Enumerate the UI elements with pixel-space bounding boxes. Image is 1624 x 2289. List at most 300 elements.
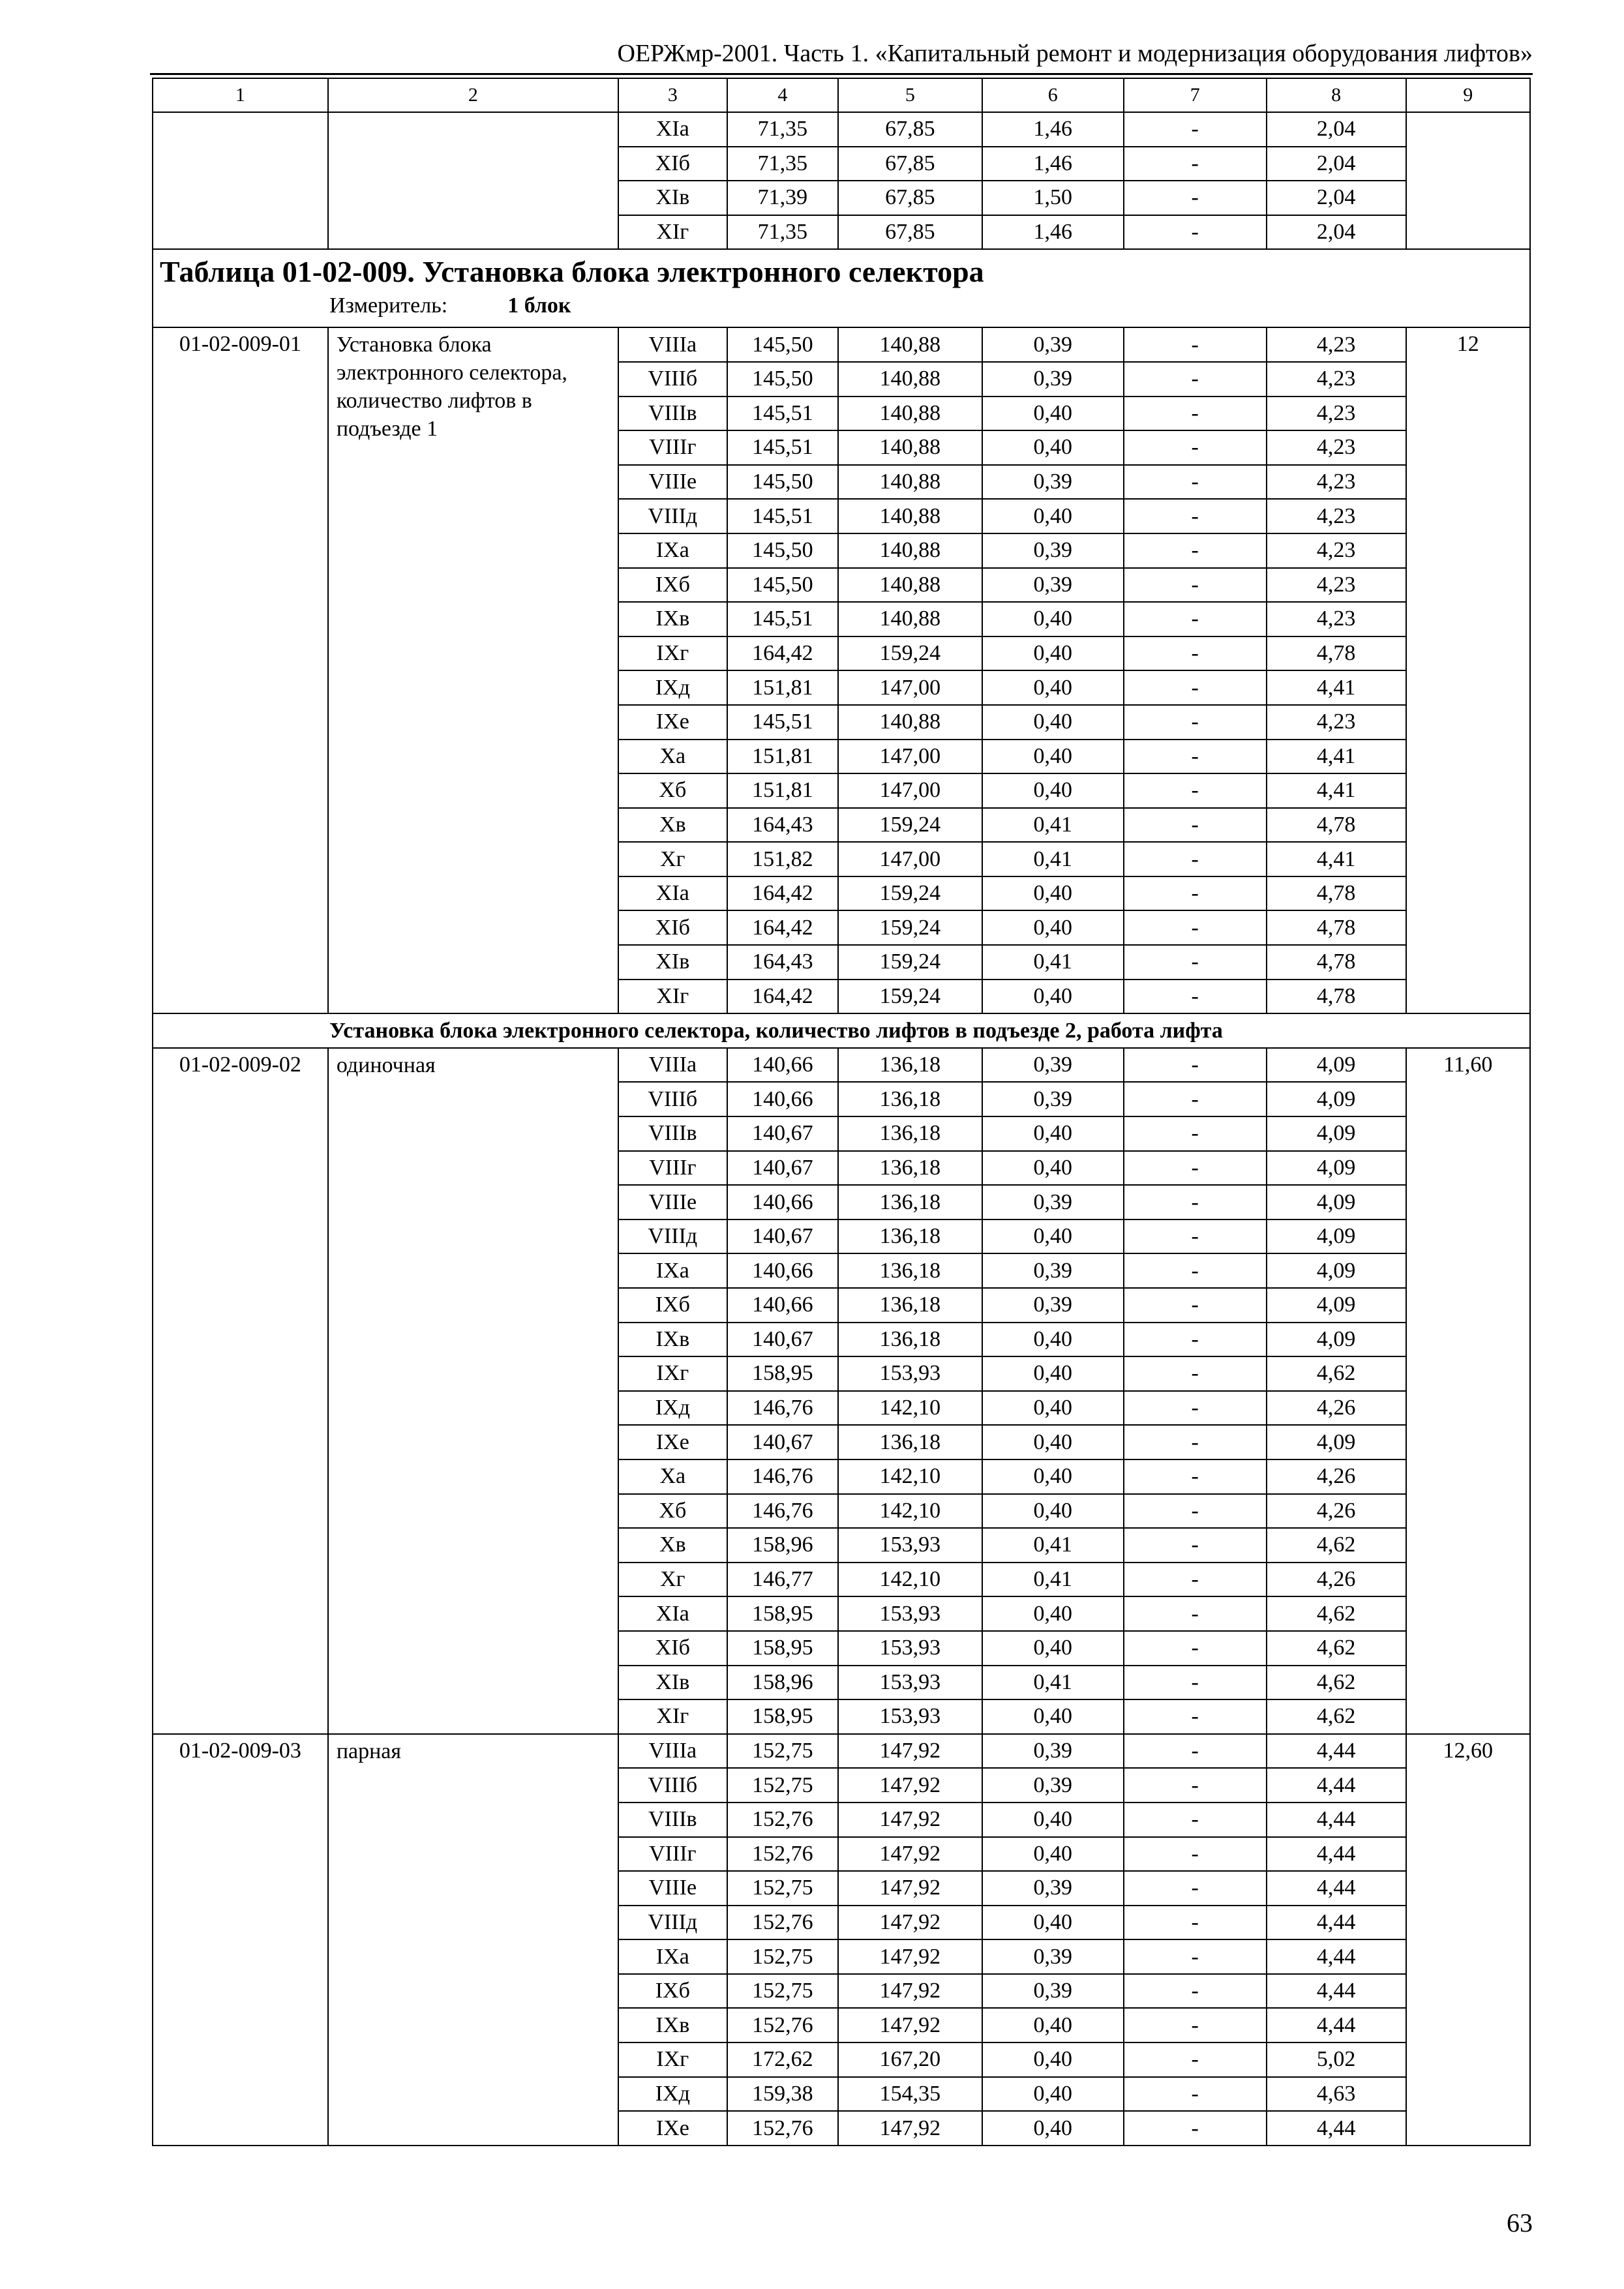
value-cell: 0,41	[982, 945, 1124, 980]
value-cell: VIIIе	[618, 1185, 727, 1219]
value-cell: 0,40	[982, 1699, 1124, 1734]
value-cell: -	[1124, 1356, 1267, 1391]
value-cell: -	[1124, 1871, 1267, 1906]
value-cell: -	[1124, 1219, 1267, 1254]
value-cell: 152,76	[727, 2008, 838, 2042]
value-cell: 153,93	[838, 1528, 982, 1563]
value-cell: 140,88	[838, 430, 982, 465]
value-cell: 4,44	[1267, 1803, 1406, 1837]
value-cell: XIа	[618, 1596, 727, 1631]
value-cell: 164,42	[727, 910, 838, 945]
value-cell: 140,66	[727, 1253, 838, 1288]
value-cell: 4,44	[1267, 1871, 1406, 1906]
value-cell: -	[1124, 1803, 1267, 1837]
value-cell: XIг	[618, 215, 727, 250]
value-cell: Xг	[618, 842, 727, 876]
value-cell: IXб	[618, 1974, 727, 2009]
value-cell: VIIIг	[618, 1837, 727, 1872]
value-cell: 145,51	[727, 430, 838, 465]
value-cell: VIIIа	[618, 1048, 727, 1083]
column-number: 9	[1406, 78, 1530, 112]
value-cell: IXг	[618, 2042, 727, 2077]
value-cell: 67,85	[838, 112, 982, 147]
value-cell: 140,67	[727, 1219, 838, 1254]
col9-cell: 12,60	[1406, 1734, 1530, 2146]
value-cell: 0,39	[982, 1768, 1124, 1803]
value-cell: 4,44	[1267, 2111, 1406, 2146]
value-cell: 4,09	[1267, 1116, 1406, 1151]
value-cell: 140,66	[727, 1185, 838, 1219]
value-cell: -	[1124, 1116, 1267, 1151]
value-cell: 4,09	[1267, 1323, 1406, 1357]
value-cell: 152,75	[727, 1974, 838, 2009]
value-cell: 0,40	[982, 1596, 1124, 1631]
meter-label: Измеритель:	[329, 293, 448, 318]
value-cell: 0,40	[982, 1391, 1124, 1426]
value-cell: 145,51	[727, 499, 838, 533]
value-cell: -	[1124, 112, 1267, 147]
norms-table	[152, 78, 1531, 2146]
value-cell: 1,46	[982, 112, 1124, 147]
value-cell: 0,40	[982, 1803, 1124, 1837]
column-number: 8	[1267, 78, 1406, 112]
table-title: Таблица 01-02-009. Установка блока электронного селектора	[160, 255, 984, 289]
value-cell: 4,44	[1267, 1768, 1406, 1803]
value-cell: 136,18	[838, 1116, 982, 1151]
value-cell: 152,76	[727, 1837, 838, 1872]
value-cell: 140,67	[727, 1151, 838, 1186]
value-cell: 146,76	[727, 1391, 838, 1426]
value-cell: 158,95	[727, 1356, 838, 1391]
col9-cell	[1406, 112, 1530, 249]
value-cell: 4,23	[1267, 568, 1406, 603]
value-cell: IXа	[618, 1253, 727, 1288]
value-cell: 4,09	[1267, 1288, 1406, 1323]
value-cell: 140,67	[727, 1116, 838, 1151]
value-cell: VIIIа	[618, 327, 727, 362]
value-cell: -	[1124, 430, 1267, 465]
value-cell: -	[1124, 876, 1267, 911]
value-cell: 147,92	[838, 1871, 982, 1906]
value-cell: -	[1124, 499, 1267, 533]
group-header: Установка блока электронного селектора, количество лифтов в подъезде 2, работа лифта	[153, 1013, 1530, 1048]
value-cell: 146,76	[727, 1494, 838, 1529]
value-cell: 0,40	[982, 1837, 1124, 1872]
value-cell: 67,85	[838, 215, 982, 250]
value-cell: 152,76	[727, 2111, 838, 2146]
value-cell: 0,40	[982, 740, 1124, 774]
value-cell: Xв	[618, 808, 727, 843]
value-cell: -	[1124, 181, 1267, 215]
value-cell: IXв	[618, 602, 727, 636]
value-cell: 147,00	[838, 740, 982, 774]
value-cell: 140,88	[838, 568, 982, 603]
value-cell: 4,63	[1267, 2077, 1406, 2112]
value-cell: 0,40	[982, 670, 1124, 705]
value-cell: -	[1124, 1666, 1267, 1700]
value-cell: -	[1124, 705, 1267, 740]
value-cell: 4,41	[1267, 670, 1406, 705]
value-cell: 142,10	[838, 1494, 982, 1529]
value-cell: -	[1124, 1323, 1267, 1357]
value-cell: 147,92	[838, 1837, 982, 1872]
value-cell: 0,39	[982, 1082, 1124, 1116]
table-row	[153, 1048, 1530, 1083]
value-cell: 5,02	[1267, 2042, 1406, 2077]
value-cell: -	[1124, 2008, 1267, 2042]
value-cell: 151,81	[727, 670, 838, 705]
value-cell: 147,92	[838, 1734, 982, 1769]
value-cell: 4,44	[1267, 1939, 1406, 1974]
value-cell: VIIIе	[618, 465, 727, 500]
value-cell: VIIIд	[618, 1219, 727, 1254]
value-cell: 0,39	[982, 1288, 1124, 1323]
value-cell: 140,66	[727, 1048, 838, 1083]
value-cell: 136,18	[838, 1288, 982, 1323]
col9-cell: 11,60	[1406, 1048, 1530, 1734]
group-header-row	[153, 1013, 1530, 1048]
column-number: 5	[838, 78, 982, 112]
value-cell: 147,92	[838, 2008, 982, 2042]
value-cell: 158,95	[727, 1596, 838, 1631]
value-cell: 0,40	[982, 430, 1124, 465]
value-cell: 147,92	[838, 1906, 982, 1940]
value-cell: -	[1124, 1151, 1267, 1186]
name-cell: Установка блока электронного селектора, количество лифтов в подъезде 1	[328, 327, 618, 1013]
value-cell: 152,75	[727, 1871, 838, 1906]
value-cell: 4,62	[1267, 1631, 1406, 1666]
value-cell: Xб	[618, 773, 727, 808]
value-cell: -	[1124, 1528, 1267, 1563]
value-cell: 0,39	[982, 1939, 1124, 1974]
value-cell: IXг	[618, 636, 727, 671]
value-cell: 140,66	[727, 1288, 838, 1323]
value-cell: 4,26	[1267, 1391, 1406, 1426]
value-cell: 67,85	[838, 181, 982, 215]
value-cell: -	[1124, 842, 1267, 876]
value-cell: 0,41	[982, 808, 1124, 843]
meter-line	[153, 290, 1529, 322]
value-cell: 4,23	[1267, 327, 1406, 362]
value-cell: Xг	[618, 1563, 727, 1597]
value-cell: 0,40	[982, 705, 1124, 740]
value-cell: 4,78	[1267, 636, 1406, 671]
value-cell: 140,67	[727, 1425, 838, 1459]
value-cell: -	[1124, 2042, 1267, 2077]
value-cell: 153,93	[838, 1699, 982, 1734]
value-cell: 4,78	[1267, 910, 1406, 945]
value-cell: -	[1124, 1734, 1267, 1769]
value-cell: 147,92	[838, 1939, 982, 1974]
table-title-row	[153, 249, 1530, 327]
value-cell: 152,76	[727, 1906, 838, 1940]
value-cell: -	[1124, 773, 1267, 808]
value-cell: 0,41	[982, 1528, 1124, 1563]
value-cell: 147,92	[838, 2111, 982, 2146]
value-cell: 152,76	[727, 1803, 838, 1837]
value-cell: 140,88	[838, 362, 982, 396]
value-cell: -	[1124, 1563, 1267, 1597]
value-cell: 4,26	[1267, 1459, 1406, 1494]
value-cell: 0,40	[982, 602, 1124, 636]
value-cell: -	[1124, 1906, 1267, 1940]
value-cell: 0,40	[982, 1219, 1124, 1254]
value-cell: XIг	[618, 980, 727, 1014]
value-cell: 158,96	[727, 1666, 838, 1700]
value-cell: 0,40	[982, 2077, 1124, 2112]
value-cell: 71,35	[727, 215, 838, 250]
code-cell: 01-02-009-01	[153, 327, 328, 1013]
value-cell: VIIIв	[618, 1116, 727, 1151]
value-cell: IXв	[618, 1323, 727, 1357]
value-cell: 4,23	[1267, 396, 1406, 431]
value-cell: -	[1124, 1974, 1267, 2009]
value-cell: 0,40	[982, 1323, 1124, 1357]
value-cell: VIIIд	[618, 499, 727, 533]
page-number: 63	[1507, 2208, 1533, 2237]
value-cell: VIIIд	[618, 1906, 727, 1940]
value-cell: 136,18	[838, 1253, 982, 1288]
value-cell: Xв	[618, 1528, 727, 1563]
value-cell: XIб	[618, 147, 727, 181]
column-number: 2	[328, 78, 618, 112]
value-cell: -	[1124, 1768, 1267, 1803]
value-cell: IXб	[618, 1288, 727, 1323]
value-cell: -	[1124, 636, 1267, 671]
value-cell: 142,10	[838, 1459, 982, 1494]
value-cell: 0,39	[982, 327, 1124, 362]
value-cell: 4,23	[1267, 499, 1406, 533]
value-cell: 4,62	[1267, 1356, 1406, 1391]
value-cell: 4,23	[1267, 602, 1406, 636]
value-cell: 4,62	[1267, 1699, 1406, 1734]
value-cell: IXв	[618, 2008, 727, 2042]
value-cell: 4,78	[1267, 945, 1406, 980]
value-cell: 142,10	[838, 1563, 982, 1597]
value-cell: 136,18	[838, 1323, 982, 1357]
value-cell: -	[1124, 1391, 1267, 1426]
code-cell	[153, 112, 328, 249]
value-cell: 4,41	[1267, 842, 1406, 876]
value-cell: 71,39	[727, 181, 838, 215]
value-cell: -	[1124, 1596, 1267, 1631]
value-cell: -	[1124, 740, 1267, 774]
table-row	[153, 1734, 1530, 1769]
value-cell: 140,88	[838, 602, 982, 636]
value-cell: 0,39	[982, 1253, 1124, 1288]
value-cell: 4,44	[1267, 1974, 1406, 2009]
value-cell: 145,51	[727, 602, 838, 636]
value-cell: 0,40	[982, 910, 1124, 945]
value-cell: 4,09	[1267, 1151, 1406, 1186]
value-cell: 4,78	[1267, 980, 1406, 1014]
value-cell: 140,88	[838, 533, 982, 568]
value-cell: -	[1124, 362, 1267, 396]
value-cell: 140,88	[838, 705, 982, 740]
value-cell: 164,42	[727, 980, 838, 1014]
value-cell: IXе	[618, 1425, 727, 1459]
value-cell: 140,88	[838, 396, 982, 431]
value-cell: -	[1124, 1494, 1267, 1529]
value-cell: 4,44	[1267, 2008, 1406, 2042]
value-cell: 136,18	[838, 1425, 982, 1459]
value-cell: 0,40	[982, 1494, 1124, 1529]
value-cell: 140,88	[838, 465, 982, 500]
code-cell: 01-02-009-02	[153, 1048, 328, 1734]
value-cell: 152,75	[727, 1768, 838, 1803]
value-cell: 147,92	[838, 1974, 982, 2009]
value-cell: XIв	[618, 1666, 727, 1700]
value-cell: 1,46	[982, 215, 1124, 250]
value-cell: 0,40	[982, 773, 1124, 808]
value-cell: 4,41	[1267, 740, 1406, 774]
value-cell: 4,41	[1267, 773, 1406, 808]
value-cell: 4,62	[1267, 1666, 1406, 1700]
value-cell: VIIIб	[618, 1768, 727, 1803]
value-cell: 0,39	[982, 533, 1124, 568]
value-cell: IXд	[618, 1391, 727, 1426]
value-cell: VIIIг	[618, 430, 727, 465]
value-cell: 4,23	[1267, 430, 1406, 465]
value-cell: 0,40	[982, 1631, 1124, 1666]
value-cell: VIIIе	[618, 1871, 727, 1906]
value-cell: 153,93	[838, 1596, 982, 1631]
value-cell: IXе	[618, 2111, 727, 2146]
value-cell: 0,40	[982, 2008, 1124, 2042]
value-cell: -	[1124, 2077, 1267, 2112]
column-number: 7	[1124, 78, 1267, 112]
value-cell: 136,18	[838, 1219, 982, 1254]
value-cell: -	[1124, 910, 1267, 945]
value-cell: VIIIб	[618, 362, 727, 396]
value-cell: 0,40	[982, 636, 1124, 671]
value-cell: 140,88	[838, 327, 982, 362]
value-cell: 0,40	[982, 1459, 1124, 1494]
value-cell: 1,50	[982, 181, 1124, 215]
value-cell: 71,35	[727, 147, 838, 181]
value-cell: 0,40	[982, 2111, 1124, 2146]
value-cell: 147,00	[838, 670, 982, 705]
value-cell: 158,95	[727, 1699, 838, 1734]
value-cell: 151,81	[727, 773, 838, 808]
column-number: 3	[618, 78, 727, 112]
value-cell: 147,00	[838, 842, 982, 876]
value-cell: -	[1124, 568, 1267, 603]
value-cell: -	[1124, 1631, 1267, 1666]
header-rule	[150, 73, 1533, 75]
value-cell: -	[1124, 1253, 1267, 1288]
value-cell: 0,39	[982, 1185, 1124, 1219]
value-cell: 4,44	[1267, 1906, 1406, 1940]
value-cell: 4,23	[1267, 705, 1406, 740]
value-cell: -	[1124, 1185, 1267, 1219]
value-cell: 158,96	[727, 1528, 838, 1563]
value-cell: 140,66	[727, 1082, 838, 1116]
value-cell: 159,24	[838, 808, 982, 843]
value-cell: 167,20	[838, 2042, 982, 2077]
value-cell: 140,88	[838, 499, 982, 533]
value-cell: IXе	[618, 705, 727, 740]
column-number: 1	[153, 78, 328, 112]
value-cell: 147,92	[838, 1803, 982, 1837]
value-cell: -	[1124, 1082, 1267, 1116]
value-cell: 159,24	[838, 876, 982, 911]
value-cell: VIIIб	[618, 1082, 727, 1116]
value-cell: 0,40	[982, 396, 1124, 431]
value-cell: Xа	[618, 1459, 727, 1494]
value-cell: IXг	[618, 1356, 727, 1391]
value-cell: 153,93	[838, 1356, 982, 1391]
value-cell: 159,38	[727, 2077, 838, 2112]
value-cell: 0,41	[982, 1563, 1124, 1597]
value-cell: -	[1124, 1837, 1267, 1872]
value-cell: 0,39	[982, 1734, 1124, 1769]
value-cell: XIб	[618, 910, 727, 945]
value-cell: 172,62	[727, 2042, 838, 2077]
column-number: 6	[982, 78, 1124, 112]
value-cell: 158,95	[727, 1631, 838, 1666]
value-cell: -	[1124, 1699, 1267, 1734]
value-cell: 0,40	[982, 980, 1124, 1014]
value-cell: 0,41	[982, 1666, 1124, 1700]
value-cell: 145,50	[727, 568, 838, 603]
value-cell: 4,62	[1267, 1528, 1406, 1563]
name-cell	[328, 112, 618, 249]
value-cell: 151,82	[727, 842, 838, 876]
value-cell: 0,39	[982, 568, 1124, 603]
value-cell: VIIIв	[618, 396, 727, 431]
value-cell: -	[1124, 1288, 1267, 1323]
value-cell: 4,23	[1267, 362, 1406, 396]
value-cell: 153,93	[838, 1631, 982, 1666]
value-cell: 159,24	[838, 980, 982, 1014]
value-cell: 152,75	[727, 1734, 838, 1769]
value-cell: 146,77	[727, 1563, 838, 1597]
value-cell: 4,09	[1267, 1185, 1406, 1219]
value-cell: 154,35	[838, 2077, 982, 2112]
value-cell: XIв	[618, 945, 727, 980]
value-cell: 0,39	[982, 1871, 1124, 1906]
value-cell: 142,10	[838, 1391, 982, 1426]
value-cell: -	[1124, 215, 1267, 250]
value-cell: 4,78	[1267, 876, 1406, 911]
value-cell: 136,18	[838, 1048, 982, 1083]
value-cell: 0,40	[982, 1425, 1124, 1459]
value-cell: 67,85	[838, 147, 982, 181]
value-cell: 4,78	[1267, 808, 1406, 843]
value-cell: 4,26	[1267, 1494, 1406, 1529]
value-cell: XIг	[618, 1699, 727, 1734]
col9-cell: 12	[1406, 327, 1530, 1013]
value-cell: -	[1124, 1939, 1267, 1974]
value-cell: -	[1124, 670, 1267, 705]
value-cell: 145,51	[727, 396, 838, 431]
value-cell: 0,40	[982, 1116, 1124, 1151]
column-number: 4	[727, 78, 838, 112]
value-cell: 136,18	[838, 1151, 982, 1186]
value-cell: 4,23	[1267, 465, 1406, 500]
value-cell: IXа	[618, 1939, 727, 1974]
value-cell: 159,24	[838, 910, 982, 945]
value-cell: 159,24	[838, 945, 982, 980]
value-cell: 0,39	[982, 362, 1124, 396]
value-cell: 0,39	[982, 465, 1124, 500]
value-cell: 0,39	[982, 1048, 1124, 1083]
table-title-cell	[153, 249, 1530, 327]
value-cell: -	[1124, 2111, 1267, 2146]
value-cell: VIIIа	[618, 1734, 727, 1769]
value-cell: 136,18	[838, 1185, 982, 1219]
